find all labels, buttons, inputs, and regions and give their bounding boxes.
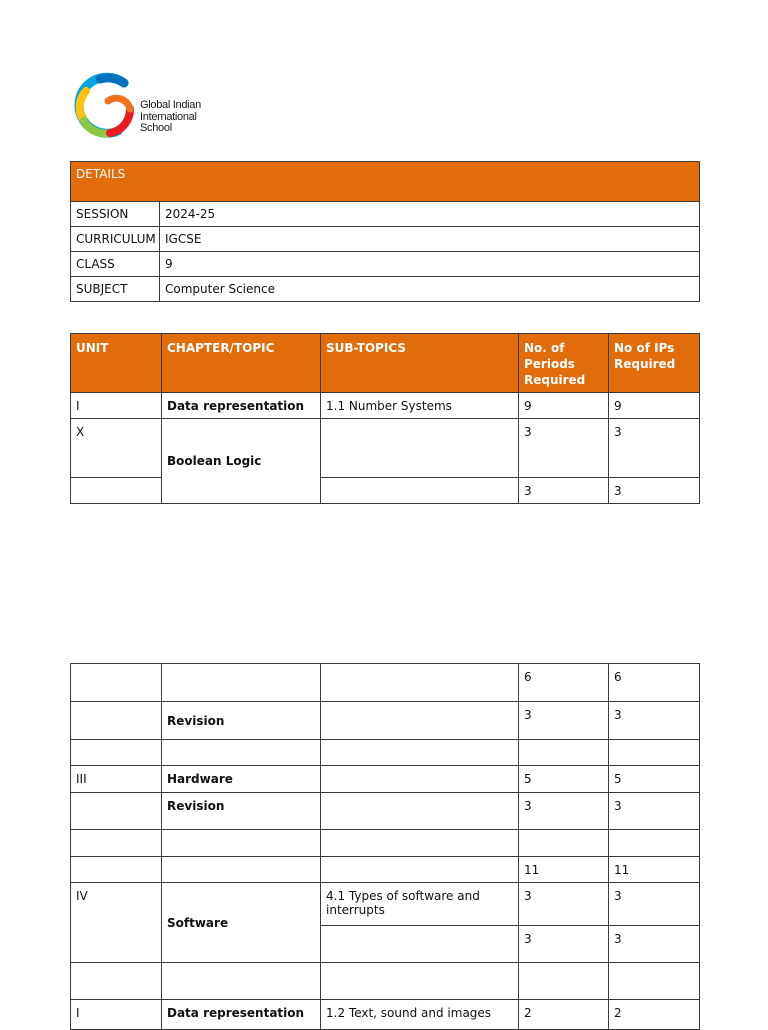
subtopic-cell: 4.1 Types of software and interrupts (321, 883, 519, 926)
ips-cell: 3 (609, 419, 700, 478)
unit-cell (71, 830, 162, 857)
periods-cell: 3 (519, 883, 609, 926)
chapter-header: CHAPTER/TOPIC (162, 334, 321, 393)
ips-cell: 5 (609, 766, 700, 793)
chapter-cell: Data representation (162, 1000, 321, 1030)
periods-cell: 3 (519, 419, 609, 478)
chapter-cell: Hardware (162, 766, 321, 793)
ips-cell: 3 (609, 478, 700, 504)
unit-header: UNIT (71, 334, 162, 393)
subtopic-cell (321, 478, 519, 504)
details-label: CURRICULUM (71, 227, 160, 252)
plan-row (71, 830, 700, 857)
details-row (71, 202, 700, 227)
school-name-line-2: International (140, 110, 197, 123)
periods-cell: 9 (519, 393, 609, 419)
chapter-cell (162, 740, 321, 766)
subtopic-cell (321, 702, 519, 740)
unit-cell: I (71, 1000, 162, 1030)
periods-cell: 3 (519, 702, 609, 740)
periods-cell (519, 740, 609, 766)
plan-row (71, 740, 700, 766)
subtopic-cell (321, 830, 519, 857)
ips-cell (609, 740, 700, 766)
details-row (71, 277, 700, 302)
subtopic-cell (321, 740, 519, 766)
subtopic-cell (321, 793, 519, 830)
details-row (71, 252, 700, 277)
plan-table (70, 333, 700, 504)
ips-cell: 11 (609, 857, 700, 883)
unit-cell: III (71, 766, 162, 793)
details-row (71, 227, 700, 252)
periods-cell: 5 (519, 766, 609, 793)
plan-row (71, 883, 700, 926)
details-label: SUBJECT (71, 277, 160, 302)
ips-cell: 3 (609, 702, 700, 740)
plan-row (71, 793, 700, 830)
unit-cell (71, 740, 162, 766)
details-table (70, 161, 700, 302)
chapter-cell (162, 963, 321, 1000)
chapter-cell: Data representation (162, 393, 321, 419)
periods-cell: 11 (519, 857, 609, 883)
periods-cell: 2 (519, 1000, 609, 1030)
unit-cell: I (71, 393, 162, 419)
unit-cell: X (71, 419, 162, 478)
ips-cell: 3 (609, 926, 700, 963)
plan-row (71, 1000, 700, 1030)
subtopic-cell (321, 857, 519, 883)
plan-table-continued (70, 663, 700, 1030)
unit-cell: IV (71, 883, 162, 963)
periods-header: No. of Periods Required (519, 334, 609, 393)
plan-row (71, 664, 700, 702)
periods-cell: 3 (519, 478, 609, 504)
chapter-cell (162, 830, 321, 857)
details-header-row (71, 162, 700, 202)
chapter-cell (162, 664, 321, 702)
school-name-line-3: School (140, 122, 172, 134)
subtopic-cell (321, 664, 519, 702)
unit-cell (71, 664, 162, 702)
subtopic-cell (321, 963, 519, 1000)
subtopic-cell: 1.2 Text, sound and images (321, 1000, 519, 1030)
plan-row (71, 766, 700, 793)
chapter-cell (162, 857, 321, 883)
plan-row (71, 963, 700, 1000)
subtopic-cell (321, 419, 519, 478)
unit-cell (71, 702, 162, 740)
school-name (140, 100, 201, 135)
ips-cell: 2 (609, 1000, 700, 1030)
ips-cell (609, 830, 700, 857)
details-label: SESSION (71, 202, 160, 227)
unit-cell (71, 963, 162, 1000)
ips-header: No of IPs Required (609, 334, 700, 393)
details-value: Computer Science (160, 277, 700, 302)
plan-row (71, 393, 700, 419)
plan-row (71, 857, 700, 883)
details-value: IGCSE (160, 227, 700, 252)
chapter-cell: Revision (162, 793, 321, 830)
details-header: DETAILS (71, 162, 700, 202)
periods-cell (519, 963, 609, 1000)
ips-cell: 3 (609, 793, 700, 830)
details-value: 9 (160, 252, 700, 277)
ips-cell: 3 (609, 883, 700, 926)
subtopic-cell (321, 766, 519, 793)
periods-cell: 3 (519, 793, 609, 830)
unit-cell (71, 857, 162, 883)
school-logo-icon (70, 71, 136, 139)
periods-cell: 3 (519, 926, 609, 963)
subtopics-header: SUB-TOPICS (321, 334, 519, 393)
unit-cell (71, 793, 162, 830)
plan-row (71, 702, 700, 740)
ips-cell: 9 (609, 393, 700, 419)
periods-cell: 6 (519, 664, 609, 702)
school-name-line-1: Global Indian (140, 99, 201, 111)
ips-cell: 6 (609, 664, 700, 702)
chapter-cell: Revision (162, 702, 321, 740)
ips-cell (609, 963, 700, 1000)
chapter-cell: Software (162, 883, 321, 963)
school-logo (70, 71, 230, 139)
periods-cell (519, 830, 609, 857)
details-label: CLASS (71, 252, 160, 277)
subtopic-cell (321, 926, 519, 963)
unit-cell (71, 478, 162, 504)
subtopic-cell: 1.1 Number Systems (321, 393, 519, 419)
plan-row (71, 419, 700, 478)
plan-header-row (71, 334, 700, 393)
chapter-cell: Boolean Logic (162, 419, 321, 504)
details-value: 2024-25 (160, 202, 700, 227)
